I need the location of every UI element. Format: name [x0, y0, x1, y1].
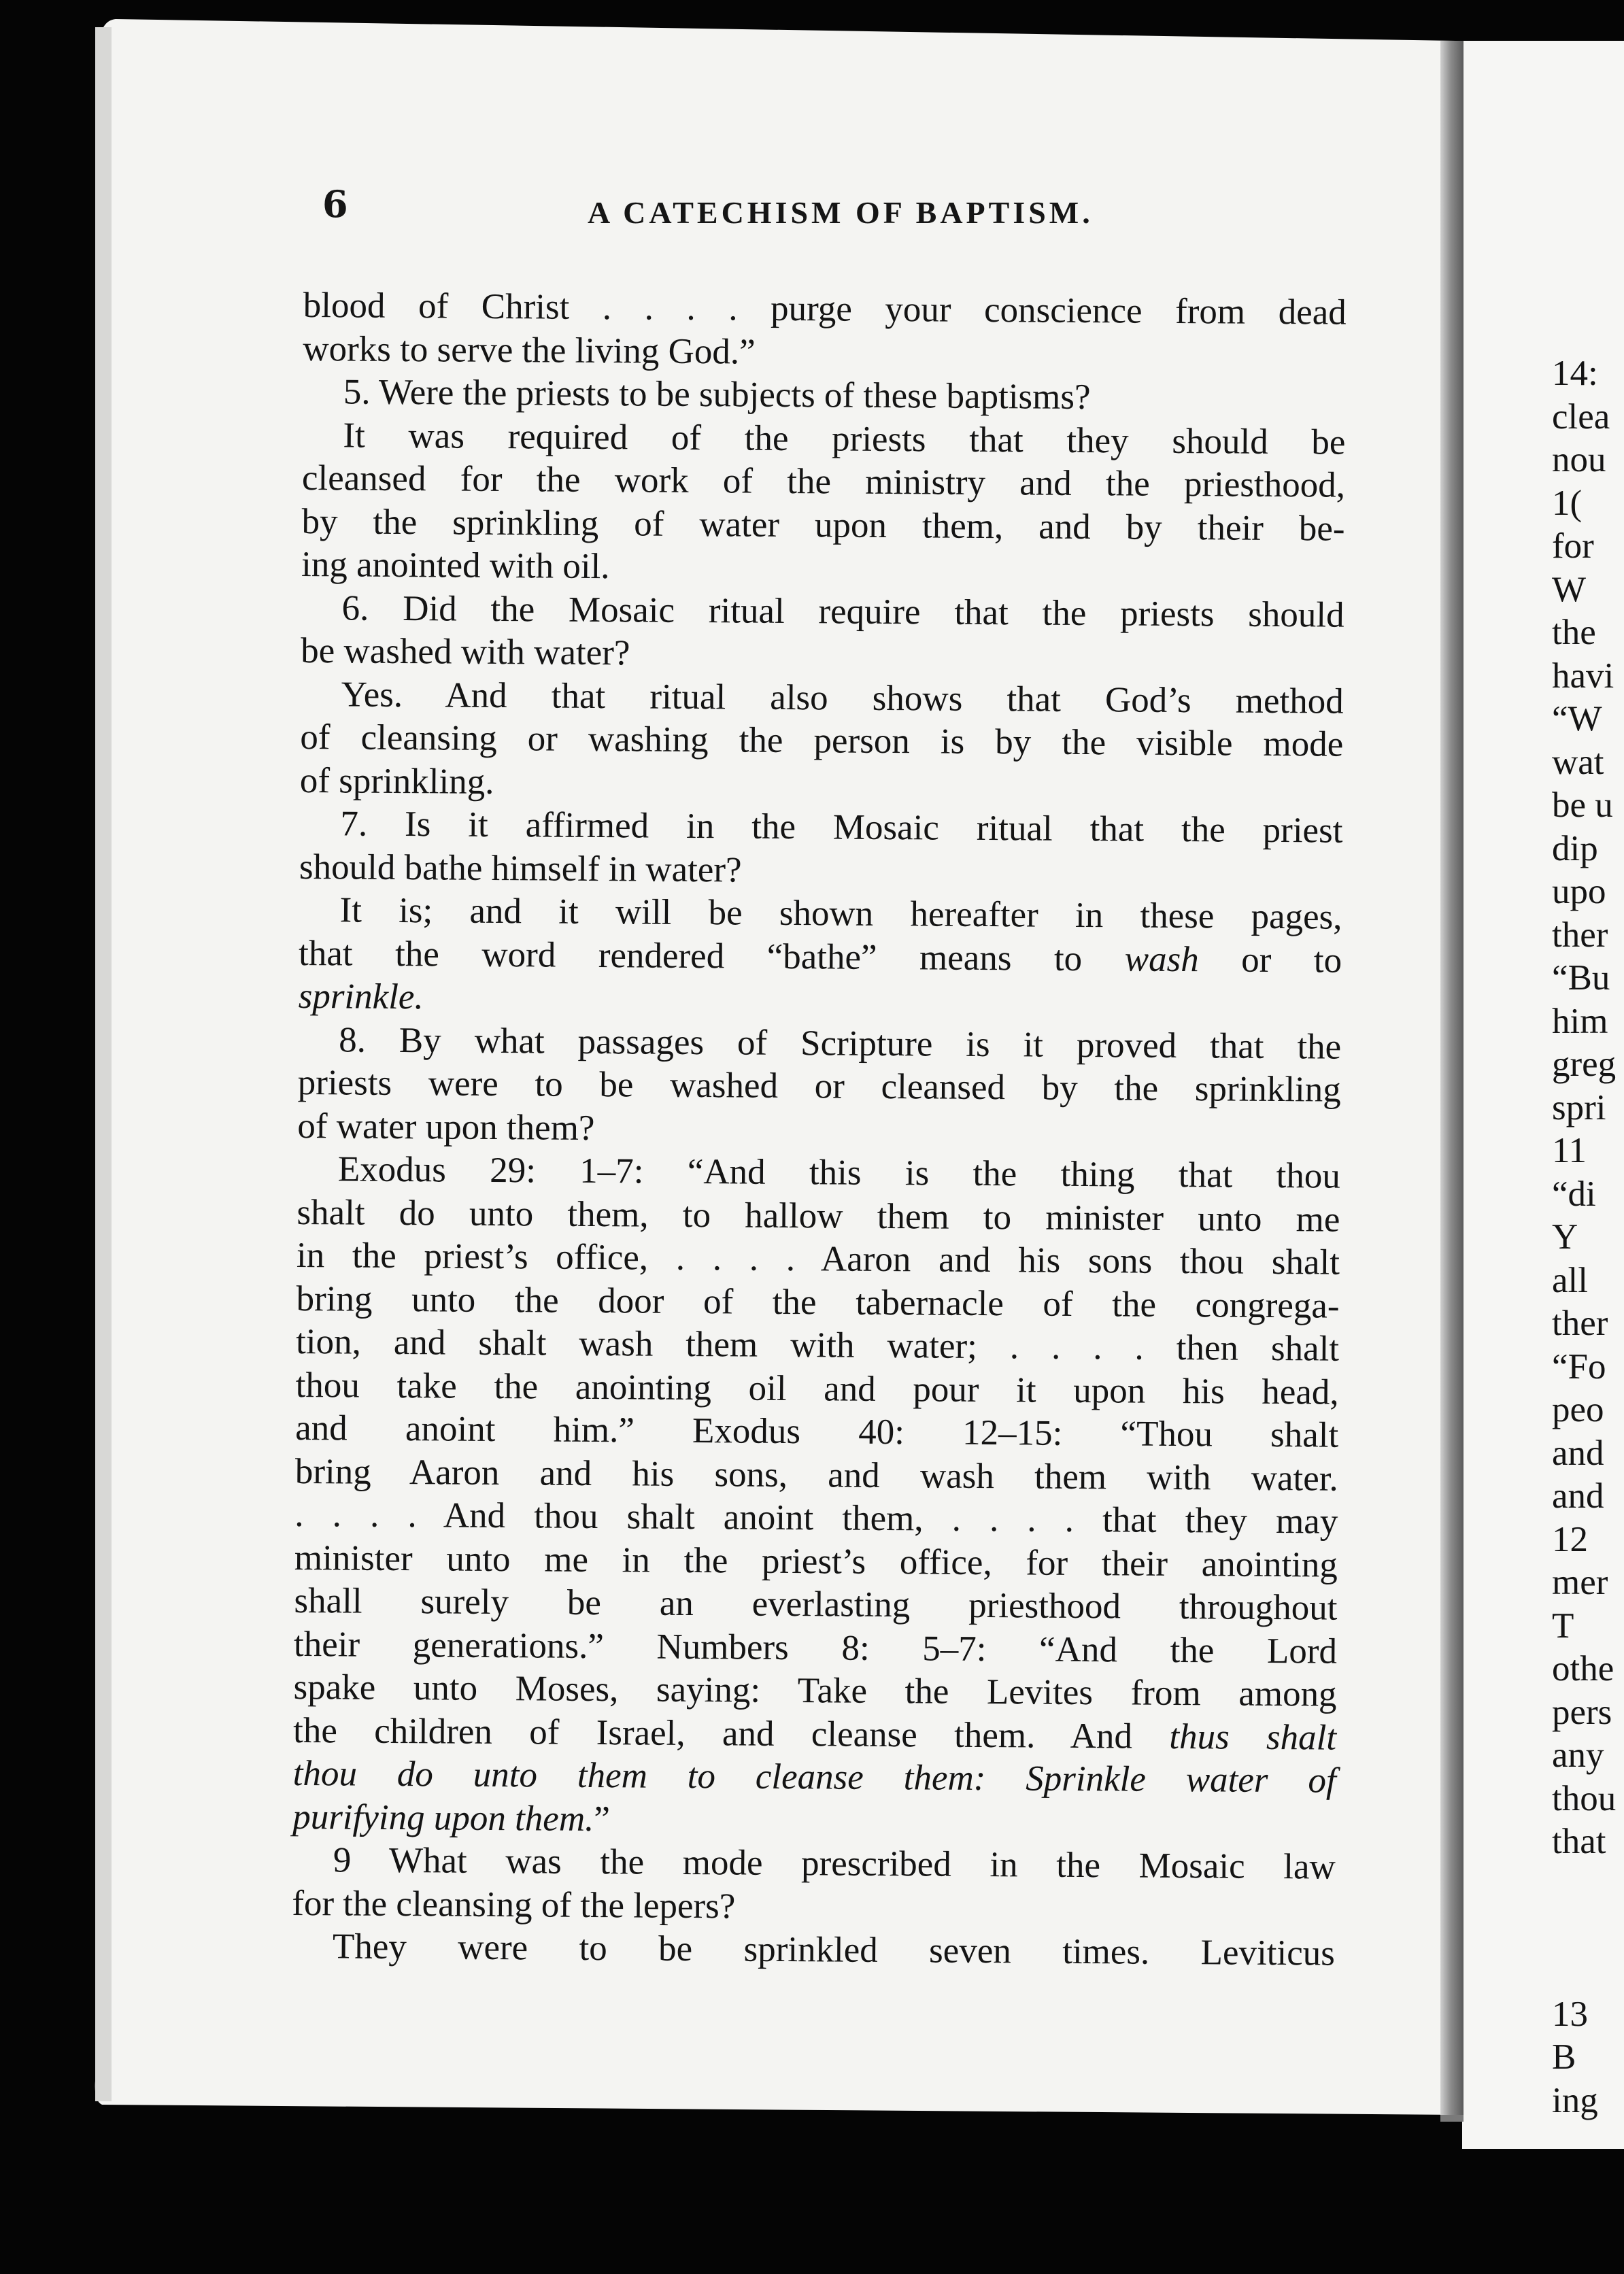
text-line: spake unto Moses, saying: Take the Levites from among [293, 1667, 1337, 1714]
text-line: works to serve the living God.” [303, 328, 756, 372]
right-page-fragment: and [1552, 1433, 1604, 1473]
text-line: 5. Were the priests to be subjects of these baptisms? [343, 372, 1091, 418]
running-head: A CATECHISM OF BAPTISM. [588, 195, 1094, 230]
text-line: purifying upon them.” [292, 1797, 611, 1839]
text-line: minister unto me in the priest’s office, for their anointing [294, 1538, 1338, 1585]
right-page-fragment: “W [1552, 699, 1602, 739]
text-line: cleansed for the work of the ministry and the priesthood, [301, 458, 1346, 505]
text-line: of water upon them? [297, 1106, 595, 1148]
text-line: thou take the anointing oil and pour it upon his head, [295, 1365, 1339, 1412]
right-page-fragment: havi [1552, 656, 1614, 696]
right-page-fragment: be u [1552, 785, 1613, 825]
text-line: tion, and shalt wash them with water; . . . . then shalt [295, 1321, 1340, 1369]
right-page-fragment: 12 [1552, 1519, 1588, 1559]
text-line: that the word rendered “bathe” means to wash or to [298, 933, 1342, 981]
right-page-fragment: nou [1552, 440, 1606, 479]
right-page-fragment: spri [1552, 1087, 1606, 1127]
text-line: Exodus 29: 1–7: “And this is the thing that thou [337, 1149, 1341, 1196]
text-line: bring Aaron and his sons, and wash them with water. [294, 1451, 1338, 1499]
text-line: It is; and it will be shown hereafter in these pages, [339, 890, 1342, 937]
text-line: for the cleansing of the lepers? [292, 1883, 736, 1926]
text-line: shall surely be an everlasting priesthood throughout [294, 1580, 1338, 1628]
right-page-fragment: othe [1552, 1649, 1614, 1688]
right-page-fragment: Y [1552, 1217, 1578, 1257]
text-line: . . . . And thou shalt anoint them, . . . . that they may [294, 1494, 1338, 1542]
text-line: should bathe himself in water? [299, 847, 742, 890]
right-page-fragment: clea [1552, 396, 1610, 437]
right-page-fragment: upo [1552, 872, 1606, 911]
right-page-fragment: “Bu [1552, 958, 1610, 998]
text-line: 9 What was the mode prescribed in the Mosaic law [333, 1840, 1336, 1887]
text-line: be washed with water? [301, 630, 630, 673]
text-line: thou do unto them to cleanse them: Sprinkle water of [292, 1753, 1336, 1801]
right-page-fragment: 14: [1552, 354, 1598, 393]
right-page-fragment: 11 [1552, 1131, 1587, 1170]
right-page-fragment: ing [1552, 2080, 1598, 2120]
text-line: 8. By what passages of Scripture is it proved that the [339, 1019, 1342, 1067]
text-line: blood of Christ . . . . purge your conscience from dead [303, 285, 1347, 333]
text-line: 6. Did the Mosaic ritual require that the priests should [341, 588, 1344, 635]
right-page-fragment: W [1552, 569, 1587, 609]
right-page-fragment: him [1552, 1001, 1608, 1041]
text-line: the children of Israel, and cleanse them. And thus shalt [292, 1710, 1337, 1758]
text-line: shalt do unto them, to hallow them to minister unto me [297, 1192, 1340, 1240]
text-line: by the sprinkling of water upon them, and by their be- [301, 501, 1345, 549]
text-line: priests were to be washed or cleansed by the sprinkling [297, 1062, 1341, 1110]
body-text [292, 284, 1347, 1975]
right-page-fragment: ther [1552, 1304, 1608, 1343]
right-page-fragment: wat [1552, 742, 1604, 782]
text-line: Yes. And that ritual also shows that God’s method [341, 674, 1344, 722]
right-page-fragment: ther [1552, 915, 1608, 955]
text-line: 7. Is it affirmed in the Mosaic ritual that the priest [340, 804, 1343, 851]
right-page-fragment: T [1552, 1606, 1574, 1646]
right-page-fragment: the [1552, 613, 1596, 652]
right-page-fragment: 13 [1552, 1994, 1588, 2034]
text-line: sprinkle. [298, 976, 424, 1017]
text-line: in the priest’s office, . . . . Aaron and his sons thou shalt [296, 1235, 1340, 1283]
right-page-fragment: that [1552, 1822, 1606, 1861]
text-line: ing anointed with oil. [301, 544, 610, 587]
right-page-fragment: B [1552, 2037, 1576, 2077]
right-page-fragment: all [1552, 1260, 1588, 1300]
right-page-fragment: dip [1552, 828, 1598, 868]
text-line: It was required of the priests that they should be [343, 415, 1346, 462]
right-page-fragments [1552, 352, 1624, 2122]
text-line: of cleansing or washing the person is by the visible mode [300, 717, 1344, 764]
text-line: their generations.” Numbers 8: 5–7: “And the Lord [293, 1624, 1338, 1671]
text-line: and anoint him.” Exodus 40: 12–15: “Thou shalt [295, 1408, 1339, 1455]
right-page-fragment: pers [1552, 1692, 1612, 1732]
right-page-fragment: mer [1552, 1563, 1608, 1602]
right-page-fragment: and [1552, 1476, 1604, 1516]
right-page-fragment: greg [1552, 1045, 1617, 1084]
right-page-fragment: for [1552, 526, 1594, 566]
right-page-fragment: peo [1552, 1390, 1604, 1429]
page-number: 6 [322, 182, 348, 226]
text-line: of sprinkling. [299, 760, 494, 802]
right-page-fragment: “di [1552, 1174, 1596, 1214]
page-header [322, 182, 1342, 237]
book-gutter [1440, 41, 1464, 2115]
right-page-fragment: 1( [1552, 483, 1583, 523]
right-page-fragment: any [1552, 1735, 1604, 1775]
right-page-fragment: thou [1552, 1778, 1617, 1818]
text-line: They were to be sprinkled seven times. Leviticus [332, 1927, 1336, 1973]
text-line: bring unto the door of the tabernacle of the congrega- [296, 1278, 1340, 1326]
right-page-fragment: “Fo [1552, 1346, 1606, 1387]
right-page-fragment [1552, 1864, 1624, 1993]
